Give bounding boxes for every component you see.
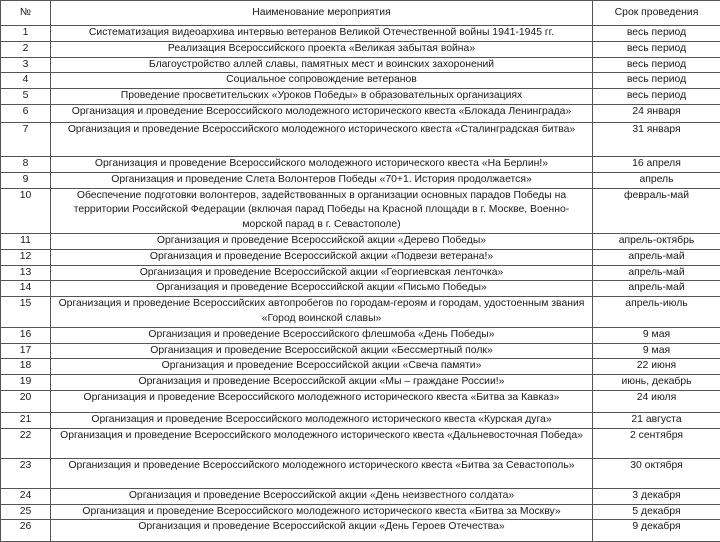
row-name: Организация и проведение Всероссийской акции «Подвези ветерана!» [51, 249, 593, 265]
row-num: 22 [1, 428, 51, 458]
row-num: 9 [1, 172, 51, 188]
table-row [1, 104, 720, 122]
row-num: 5 [1, 89, 51, 105]
table-row [1, 375, 720, 391]
table-row [1, 428, 720, 458]
table-row [1, 412, 720, 428]
row-period: 30 октября [593, 458, 720, 488]
table-row [1, 327, 720, 343]
row-name: Организация и проведение Всероссийской акции «Свеча памяти» [51, 359, 593, 375]
table-row [1, 249, 720, 265]
header-row [1, 1, 720, 26]
row-num: 19 [1, 375, 51, 391]
row-name: Организация и проведение Всероссийской акции «Мы – граждане России!» [51, 375, 593, 391]
row-num: 26 [1, 520, 51, 542]
row-num: 25 [1, 504, 51, 520]
row-name: Организация и проведение Всероссийского молодежного исторического квеста «Битва за Кавказ» [51, 390, 593, 412]
row-period: весь период [593, 26, 720, 42]
row-period: апрель-май [593, 281, 720, 297]
row-period: апрель [593, 172, 720, 188]
table-row [1, 520, 720, 542]
row-period: 2 сентября [593, 428, 720, 458]
row-period: 9 мая [593, 343, 720, 359]
row-num: 4 [1, 73, 51, 89]
row-name: Организация и проведение Всероссийской акции «Дерево Победы» [51, 233, 593, 249]
row-name: Организация и проведение Всероссийского молодежного исторического квеста «Битва за Севастополь» [51, 458, 593, 488]
row-period: весь период [593, 89, 720, 105]
table-row [1, 57, 720, 73]
table-row [1, 156, 720, 172]
table-row [1, 265, 720, 281]
row-period: весь период [593, 41, 720, 57]
row-name: Благоустройство аллей славы, памятных мест и воинских захоронений [51, 57, 593, 73]
row-period: весь период [593, 73, 720, 89]
row-num: 16 [1, 327, 51, 343]
row-period: апрель-октябрь [593, 233, 720, 249]
row-num: 12 [1, 249, 51, 265]
row-num: 18 [1, 359, 51, 375]
table-row [1, 281, 720, 297]
row-name: Систематизация видеоархива интервью ветеранов Великой Отечественной войны 1941-1945 гг. [51, 26, 593, 42]
header-period: Срок проведения [593, 1, 720, 26]
table-row [1, 390, 720, 412]
table-row [1, 343, 720, 359]
table-row [1, 122, 720, 156]
row-num: 3 [1, 57, 51, 73]
row-period: 16 апреля [593, 156, 720, 172]
row-period: апрель-май [593, 249, 720, 265]
row-period: 21 августа [593, 412, 720, 428]
row-num: 24 [1, 488, 51, 504]
row-name: Организация и проведение Всероссийского молодежного исторического квеста «На Берлин!» [51, 156, 593, 172]
row-period: 5 декабря [593, 504, 720, 520]
table-row [1, 504, 720, 520]
row-name: Проведение просветительских «Уроков Победы» в образовательных организациях [51, 89, 593, 105]
row-name: Организация и проведение Всероссийских автопробегов по городам-героям и городам, удостоенным звания «Город воинской славы» [51, 297, 593, 328]
row-num: 10 [1, 188, 51, 233]
row-period: 24 января [593, 104, 720, 122]
row-name: Организация и проведение Всероссийской акции «Бессмертный полк» [51, 343, 593, 359]
table-body [1, 26, 720, 542]
row-num: 2 [1, 41, 51, 57]
row-period: 22 июня [593, 359, 720, 375]
row-num: 8 [1, 156, 51, 172]
row-num: 17 [1, 343, 51, 359]
table-row [1, 89, 720, 105]
row-period: февраль-май [593, 188, 720, 233]
row-name: Организация и проведение Всероссийского флешмоба «День Победы» [51, 327, 593, 343]
row-period: апрель-июль [593, 297, 720, 328]
table-row [1, 297, 720, 328]
header-name: Наименование мероприятия [51, 1, 593, 26]
row-name: Организация и проведение Всероссийской акции «Георгиевская ленточка» [51, 265, 593, 281]
row-name: Организация и проведение Всероссийской акции «День неизвестного солдата» [51, 488, 593, 504]
row-num: 23 [1, 458, 51, 488]
table-row [1, 488, 720, 504]
row-num: 14 [1, 281, 51, 297]
table-row [1, 73, 720, 89]
row-num: 1 [1, 26, 51, 42]
row-name: Организация и проведение Всероссийского молодежного исторического квеста «Дальневосточная Победа» [51, 428, 593, 458]
row-period: 9 декабря [593, 520, 720, 542]
table-row [1, 172, 720, 188]
row-num: 20 [1, 390, 51, 412]
row-num: 6 [1, 104, 51, 122]
row-period: весь период [593, 57, 720, 73]
row-name: Организация и проведение Слета Волонтеров Победы «70+1. История продолжается» [51, 172, 593, 188]
table-row [1, 233, 720, 249]
table-row [1, 359, 720, 375]
row-period: апрель-май [593, 265, 720, 281]
row-name: Организация и проведение Всероссийского молодежного исторического квеста «Блокада Ленинграда» [51, 104, 593, 122]
row-num: 13 [1, 265, 51, 281]
table-row [1, 26, 720, 42]
row-num: 15 [1, 297, 51, 328]
row-period: 31 января [593, 122, 720, 156]
row-num: 11 [1, 233, 51, 249]
row-period: июнь, декабрь [593, 375, 720, 391]
row-period: 3 декабря [593, 488, 720, 504]
row-name: Обеспечение подготовки волонтеров, задействованных в организации основных парадов Победы на территории Российской Федерации (включая парад Победы на Красной площади в г. Москве, Военно-морской парад в г. Севастополе) [51, 188, 593, 233]
row-period: 9 мая [593, 327, 720, 343]
row-name: Организация и проведение Всероссийской акции «Письмо Победы» [51, 281, 593, 297]
row-name: Организация и проведение Всероссийского молодежного исторического квеста «Сталинградская битва» [51, 122, 593, 156]
table-row [1, 41, 720, 57]
row-name: Реализация Всероссийского проекта «Великая забытая война» [51, 41, 593, 57]
row-name: Социальное сопровождение ветеранов [51, 73, 593, 89]
row-period: 24 июля [593, 390, 720, 412]
table-row [1, 458, 720, 488]
row-num: 7 [1, 122, 51, 156]
row-num: 21 [1, 412, 51, 428]
row-name: Организация и проведение Всероссийского молодежного исторического квеста «Битва за Москву» [51, 504, 593, 520]
row-name: Организация и проведение Всероссийской акции «День Героев Отечества» [51, 520, 593, 542]
row-name: Организация и проведение Всероссийского молодежного исторического квеста «Курская дуга» [51, 412, 593, 428]
header-num: № [1, 1, 51, 26]
table-row [1, 188, 720, 233]
